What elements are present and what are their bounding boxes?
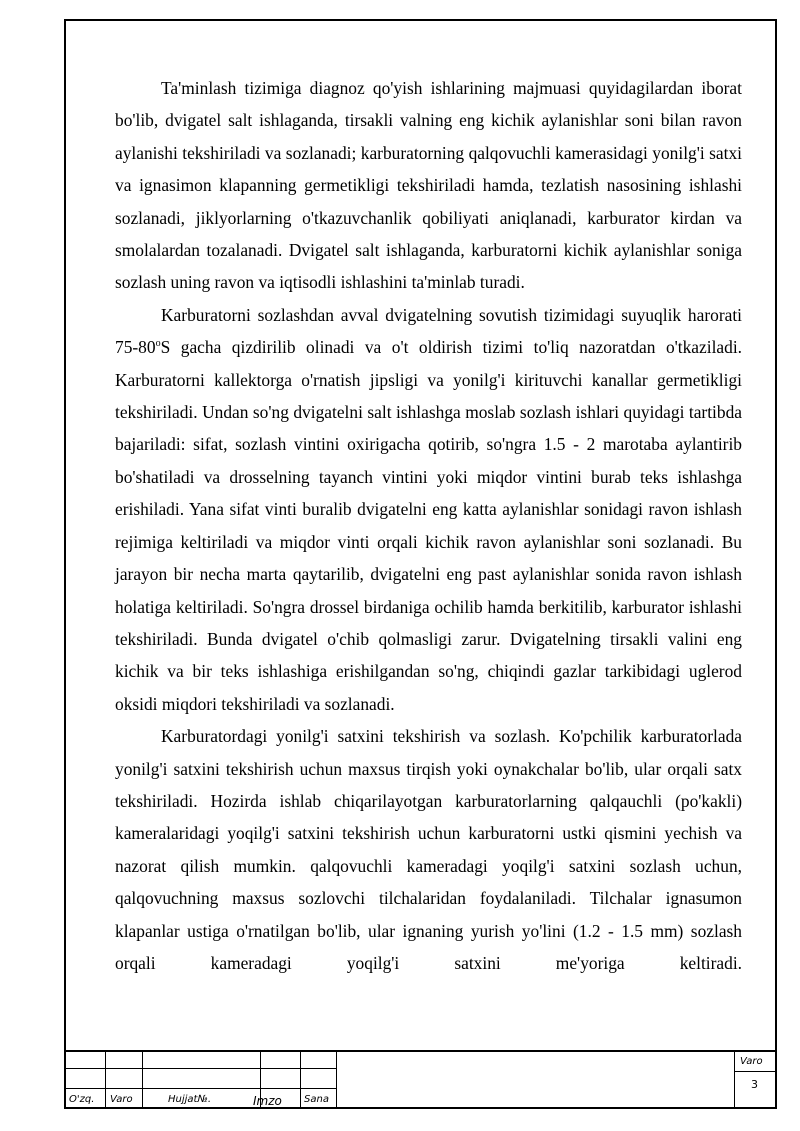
stamp-row-line — [734, 1071, 775, 1072]
stamp-label-varo: Varo — [110, 1094, 133, 1105]
stamp-label-imzo: Imzo — [253, 1094, 282, 1108]
stamp-divider — [734, 1052, 735, 1109]
paragraph-2-part-b: S gacha qizdirilib olinadi va o't oldirish tizimi to'liq nazoratdan o'tkaziladi. Karburatorni kallektorga o'rnatish jipsligi va yonilg'i kirituvchi kanallar germetikligi tekshiriladi. Undan so'ng dvigatelni salt ishlashga moslab sozlash ishlari quyidagi tartibda bajariladi: sifat, sozlash vintini oxirigacha qotirib, so'ngra 1.5 - 2 marotaba aylantirib bo'shatiladi va drosselning tayanch vintini yoki miqdor vintini burab teks ishlashga erishiladi. Yana sifat vinti buralib dvigatelni eng katta aylanishlar sonidagi ravon ishlash rejimiga keltiriladi va miqdor vinti orqali kichik ravon aylanishlar soni sozlanadi. Bu jarayon bir necha marta qaytarilib, dvigatelni eng past aylanishlar sonida ravon ishlash holatiga keltiriladi. So'ngra drossel birdaniga ochilib hamda berkitilib, karburator ishlashi tekshiriladi. Bunda dvigatel o'chib qolmasligi zarur. Dvigatelning tirsakli valini eng kichik va bir teks ishlashiga erishilgandan so'ng, chiqindi gazlar tarkibidagi uglerod oksidi miqdori tekshiriladi va sozlanadi. — [115, 337, 742, 714]
stamp-divider — [336, 1052, 337, 1109]
degree-symbol: o — [155, 338, 161, 350]
stamp-row-line — [64, 1068, 336, 1069]
paragraph-2 — [115, 299, 742, 720]
stamp-divider — [105, 1052, 106, 1109]
stamp-label-varo-right: Varo — [740, 1056, 763, 1067]
paragraph-2-part-a: Karburatorni sozlashdan avval dvigatelning sovutish tizimidagi suyuqlik harorati 75-80 — [115, 304, 742, 358]
stamp-label-hujjat: Hujjat№. — [168, 1094, 212, 1105]
page-number: 3 — [751, 1078, 758, 1091]
title-block-stamp — [64, 1050, 777, 1109]
stamp-label-ozq: O'zq. — [69, 1094, 95, 1105]
document-body — [115, 72, 742, 979]
stamp-divider — [300, 1052, 301, 1109]
paragraph-1: Ta'minlash tizimiga diagnoz qo'yish ishlarining majmuasi quyidagilardan iborat bo'lib, dvigatel salt ishlaganda, tirsakli valning eng kichik aylanishlar soni bilan ravon aylanishi tekshiriladi va sozlanadi; karburatorning qalqovuchli kamerasidagi yonilg'i satxi va ignasimon klapanning germetikligi tekshiriladi hamda, tezlatish nasosining ishlashi sozlanadi, jiklyorlarning o'tkazuvchanlik qobiliyati aniqlanadi, karburator kirdan va smolalardan tozalanadi. Dvigatel salt ishlaganda, karburatorni kichik aylanishlar soniga sozlash uning ravon va iqtisodli ishlashini ta'minlab turadi. — [115, 78, 742, 293]
stamp-row-line — [64, 1088, 336, 1089]
stamp-label-sana: Sana — [304, 1094, 329, 1105]
paragraph-3: Karburatordagi yonilg'i satxini tekshirish va sozlash. Ko'pchilik karburatorlada yonilg'i satxini tekshirish uchun maxsus tirqish yoki oynakchalar bo'lib, ular orqali satx tekshiriladi. Hozirda ishlab chiqarilayotgan karburatorlarning qalqauchli (po'kakli) kameralaridagi yoqilg'i satxini tekshirish uchun karburatorni ustki qismini yechish va nazorat qilish mumkin. qalqovuchli kameradagi yoqilg'i satxini sozlash uchun, qalqovuchning maxsus sozlovchi tilchalaridan foydalaniladi. Tilchalar ignasumon klapanlar ustiga o'rnatilgan bo'lib, ular ignaning yurish yo'lini (1.2 - 1.5 mm) sozlash orqali kameradagi yoqilg'i satxini me'yoriga keltiradi. — [115, 726, 742, 973]
stamp-divider — [142, 1052, 143, 1109]
